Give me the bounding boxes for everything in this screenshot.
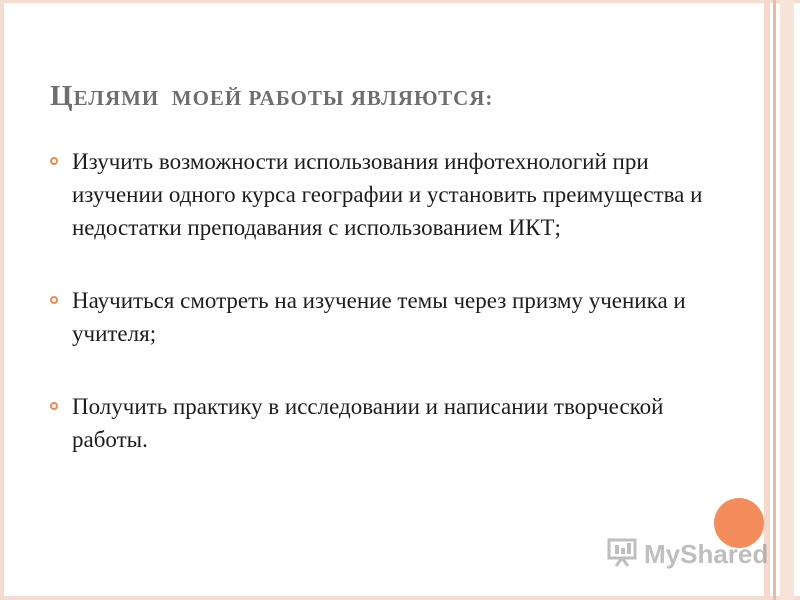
decorative-stripe: [764, 0, 770, 600]
watermark-text: MyShared: [644, 538, 769, 569]
decorative-stripe: [780, 0, 794, 600]
bullet-text: Изучить возможности использования инфотехнологий при изучении одного курса географии и установить преимущества и недостатки преподавания с использованием ИКТ;: [72, 149, 703, 240]
watermark-logo: [606, 536, 768, 572]
bullet-text: Получить практику в исследовании и написании творческой работы.: [72, 394, 664, 452]
bullet-item: [50, 390, 710, 456]
frame-bottom-border: [0, 596, 800, 600]
slide-title: [50, 80, 750, 113]
bullet-circle-icon: [50, 402, 58, 410]
slide-title-initial: Ц: [50, 80, 74, 112]
bullet-circle-icon: [50, 157, 58, 165]
bullet-list: [50, 145, 710, 456]
bullet-text: Научиться смотреть на изучение темы через призму ученика и учителя;: [72, 288, 686, 346]
presentation-board-icon: [606, 536, 638, 573]
bullet-item: [50, 284, 710, 350]
frame-top-border: [0, 0, 800, 3]
bullet-item: [50, 145, 710, 244]
bullet-circle-icon: [50, 296, 58, 304]
frame-left-border: [0, 0, 4, 600]
decorative-stripe: [773, 0, 776, 600]
slide-title-rest: ЕЛЯМИ МОЕЙ РАБОТЫ ЯВЛЯЮТСЯ:: [73, 86, 494, 110]
